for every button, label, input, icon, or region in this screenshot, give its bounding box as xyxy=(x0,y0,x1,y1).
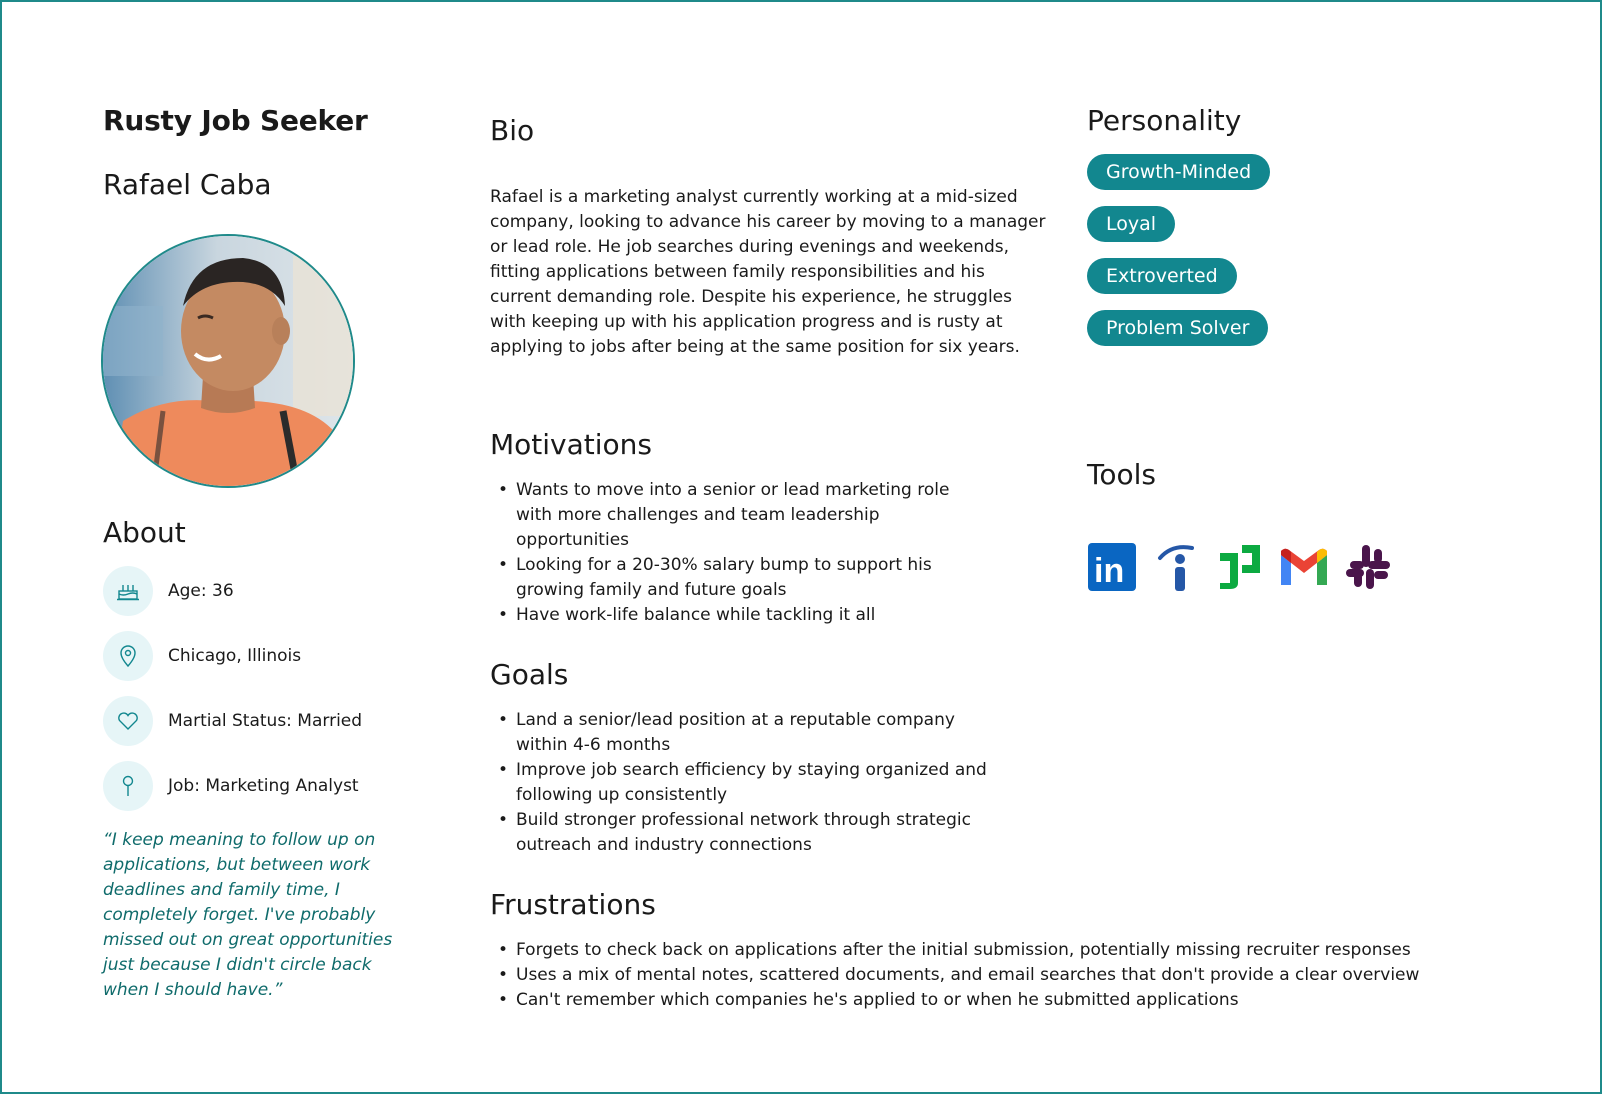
about-marital-status xyxy=(103,696,423,746)
personality-heading: Personality xyxy=(1087,104,1242,137)
goals-list xyxy=(490,708,990,858)
personality-tag: Extroverted xyxy=(1087,258,1237,294)
glassdoor-icon xyxy=(1215,542,1265,592)
motivations-heading: Motivations xyxy=(490,428,652,461)
goals-heading: Goals xyxy=(490,658,569,691)
avatar xyxy=(101,234,355,488)
bio-text: Rafael is a marketing analyst currently working at a mid-sized company, looking to advance his career by moving to a manager or lead role. He job searches during evenings and weekends, fitting applications between family responsibilities and his current demanding role. Despite his experience, he struggles with keeping up with his application progress and is rusty at applying to jobs after being at the same position for six years. xyxy=(490,187,1046,357)
list-item: • Improve job search efficiency by staying organized and following up consistently xyxy=(490,758,990,808)
list-item: • Land a senior/lead position at a reputable company within 4-6 months xyxy=(490,708,990,758)
tools-heading: Tools xyxy=(1087,458,1156,491)
tools-list xyxy=(1087,542,1407,592)
about-job-text: Job: Marketing Analyst xyxy=(168,776,359,796)
about-heading: About xyxy=(103,516,186,549)
persona-name: Rafael Caba xyxy=(103,168,272,201)
about-location-text: Chicago, Illinois xyxy=(168,646,302,666)
personality-tags xyxy=(1087,154,1270,362)
list-item: • Build stronger professional network through strategic outreach and industry connections xyxy=(490,808,990,858)
about-location xyxy=(103,631,423,681)
personality-tag: Loyal xyxy=(1087,206,1175,242)
linkedin-logo-text: in xyxy=(1094,552,1125,590)
linkedin-icon xyxy=(1087,542,1137,592)
about-marital-status-text: Martial Status: Married xyxy=(168,711,363,731)
personality-tag: Growth-Minded xyxy=(1087,154,1270,190)
heart-icon xyxy=(103,696,153,746)
personality-tag: Problem Solver xyxy=(1087,310,1268,346)
about-job xyxy=(103,761,423,811)
bio-heading: Bio xyxy=(490,114,535,147)
frustrations-list xyxy=(490,938,1570,1013)
cake-icon xyxy=(103,566,153,616)
location-pin-icon xyxy=(103,631,153,681)
list-item: • Wants to move into a senior or lead marketing role with more challenges and team leadership opportunities xyxy=(490,478,980,553)
list-item: • Can't remember which companies he's applied to or when he submitted applications xyxy=(490,988,1570,1013)
slack-icon xyxy=(1343,542,1393,592)
indeed-icon xyxy=(1151,542,1201,592)
frustrations-heading: Frustrations xyxy=(490,888,656,921)
list-item: • Uses a mix of mental notes, scattered documents, and email searches that don't provide a clear overview xyxy=(490,963,1570,988)
motivations-list xyxy=(490,478,980,628)
persona-role: Rusty Job Seeker xyxy=(103,104,368,137)
about-age xyxy=(103,566,423,616)
persona-quote: “I keep meaning to follow up on applications, but between work deadlines and family time, I completely forget. I've probably missed out on great opportunities just because I didn't circle back when I should have.” xyxy=(103,830,393,1000)
list-item: • Looking for a 20-30% salary bump to support his growing family and future goals xyxy=(490,553,980,603)
list-item: • Have work-life balance while tackling it all xyxy=(490,603,980,628)
about-list xyxy=(103,566,423,826)
pushpin-icon xyxy=(103,761,153,811)
list-item: • Forgets to check back on applications after the initial submission, potentially missing recruiter responses xyxy=(490,938,1570,963)
about-age-text: Age: 36 xyxy=(168,581,234,601)
gmail-icon xyxy=(1279,542,1329,592)
